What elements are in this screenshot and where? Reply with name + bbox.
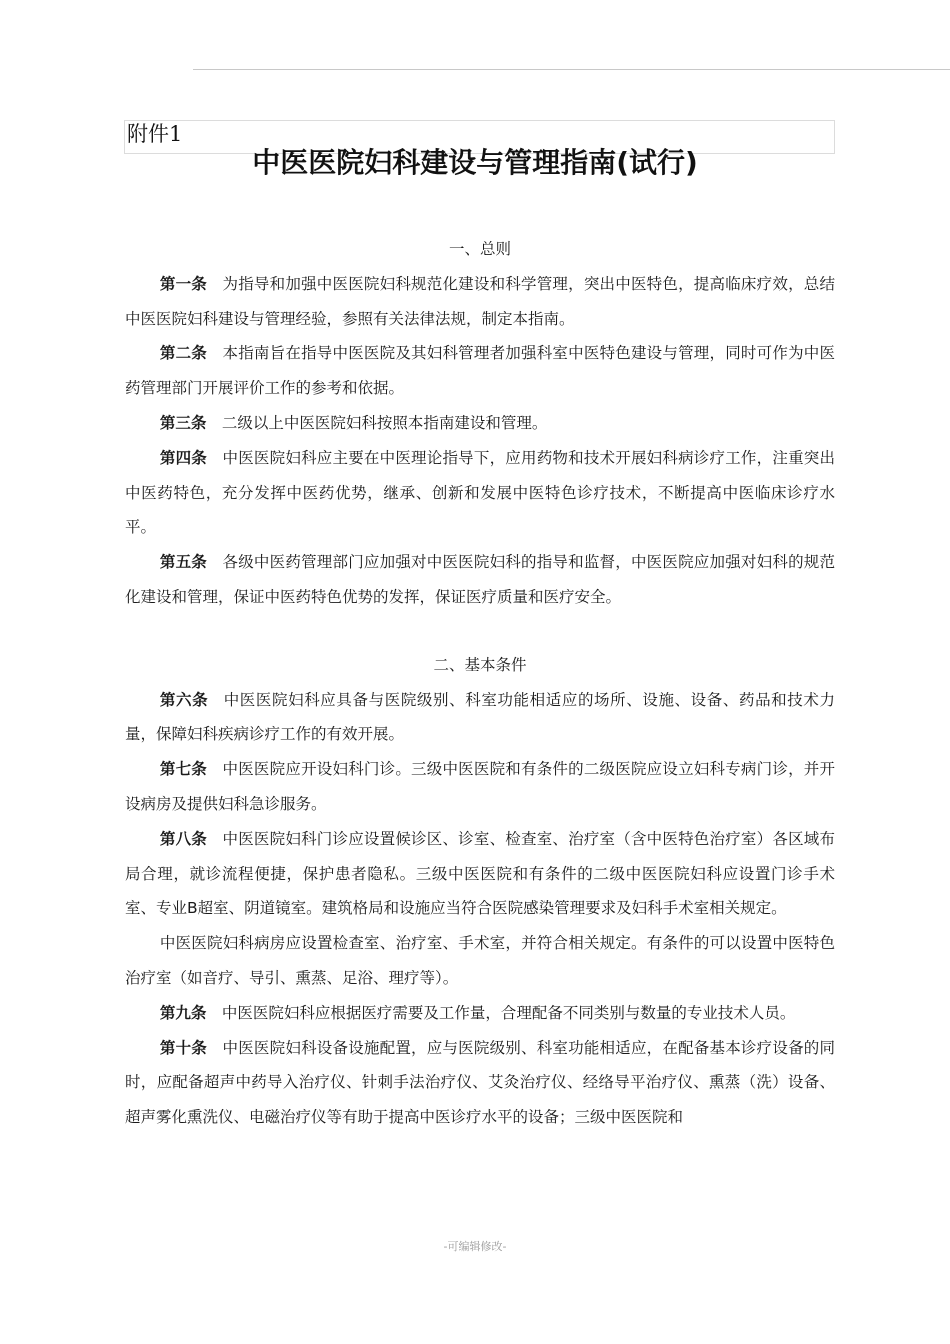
article-number: 第六条 — [159, 690, 209, 709]
article-paragraph — [125, 336, 835, 406]
article-text: 中医医院妇科应主要在中医理论指导下，应用药物和技术开展妇科病诊疗工作，注重突出中医药特色，充分发挥中医药优势，继承、创新和发展中医特色诊疗技术，不断提高中医临床诊疗水平。 — [125, 448, 835, 537]
article-text: 各级中医药管理部门应加强对中医医院妇科的指导和监督，中医医院应加强对妇科的规范化建设和管理，保证中医药特色优势的发挥，保证医疗质量和医疗安全。 — [125, 553, 835, 606]
article-text: 中医医院妇科门诊应设置候诊区、诊室、检查室、治疗室（含中医特色治疗室）各区域布局合理，就诊流程便捷，保护患者隐私。三级中医医院和有条件的二级中医医院妇科应设置门诊手术室、专业B超室、阴道镜室。建筑格局和设施应当符合医院感染管理要求及妇科手术室相关规定。 — [125, 829, 835, 918]
article-paragraph — [125, 406, 835, 441]
attachment-label: 附件1 — [127, 122, 183, 146]
article-number: 第十条 — [159, 1038, 208, 1057]
article-number: 第五条 — [159, 553, 208, 572]
article-number: 第四条 — [159, 448, 208, 467]
document-title: 中医医院妇科建设与管理指南(试行) — [252, 146, 698, 179]
header-rule — [193, 69, 950, 70]
article-number: 第七条 — [159, 760, 208, 779]
article-text: 中医医院妇科应根据医疗需要及工作量，合理配备不同类别与数量的专业技术人员。 — [221, 1003, 796, 1022]
article-number: 第三条 — [159, 413, 207, 432]
article-paragraph — [125, 267, 835, 337]
article-number: 第九条 — [159, 1003, 207, 1022]
article-paragraph — [125, 752, 835, 822]
article-text: 中医医院妇科设备设施配置，应与医院级别、科室功能相适应，在配备基本诊疗设备的同时，应配备超声中药导入治疗仪、针刺手法治疗仪、艾灸治疗仪、经络导平治疗仪、熏蒸（洗）设备、超声雾化熏洗仪、电磁治疗仪等有助于提高中医诊疗水平的设备；三级中医医院和 — [125, 1038, 835, 1127]
page-footer: -可编辑修改- — [443, 1240, 507, 1253]
article-paragraph — [125, 1031, 835, 1135]
article-number: 第一条 — [159, 274, 208, 293]
article-paragraph — [125, 441, 835, 545]
section-general — [125, 232, 835, 615]
article-number: 第二条 — [159, 344, 208, 363]
continuation-paragraph — [125, 926, 835, 996]
section-heading: 一、总则 — [448, 240, 511, 258]
article-number: 第八条 — [159, 829, 208, 848]
article-text: 为指导和加强中医医院妇科规范化建设和科学管理，突出中医特色，提高临床疗效，总结中医医院妇科建设与管理经验，参照有关法律法规，制定本指南。 — [125, 274, 835, 328]
article-text: 中医医院应开设妇科门诊。三级中医医院和有条件的二级医院应设立妇科专病门诊，并开设病房及提供妇科急诊服务。 — [125, 760, 835, 813]
article-text: 中医医院妇科病房应设置检查室、治疗室、手术室，并符合相关规定。有条件的可以设置中医特色治疗室（如音疗、导引、熏蒸、足浴、理疗等）。 — [125, 934, 835, 987]
article-paragraph — [125, 683, 835, 753]
section-heading: 二、基本条件 — [433, 655, 527, 674]
article-paragraph — [125, 822, 835, 926]
article-paragraph — [125, 545, 835, 615]
article-text: 二级以上中医医院妇科按照本指南建设和管理。 — [221, 413, 548, 432]
section-spacer — [125, 615, 835, 648]
article-paragraph — [125, 996, 835, 1031]
section-basic-conditions — [125, 648, 835, 1135]
article-text: 中医医院妇科应具备与医院级别、科室功能相适应的场所、设施、设备、药品和技术力量，保障妇科疾病诊疗工作的有效开展。 — [125, 690, 835, 744]
article-text: 本指南旨在指导中医医院及其妇科管理者加强科室中医特色建设与管理，同时可作为中医药管理部门开展评价工作的参考和依据。 — [125, 344, 835, 398]
document-body — [125, 232, 835, 1135]
